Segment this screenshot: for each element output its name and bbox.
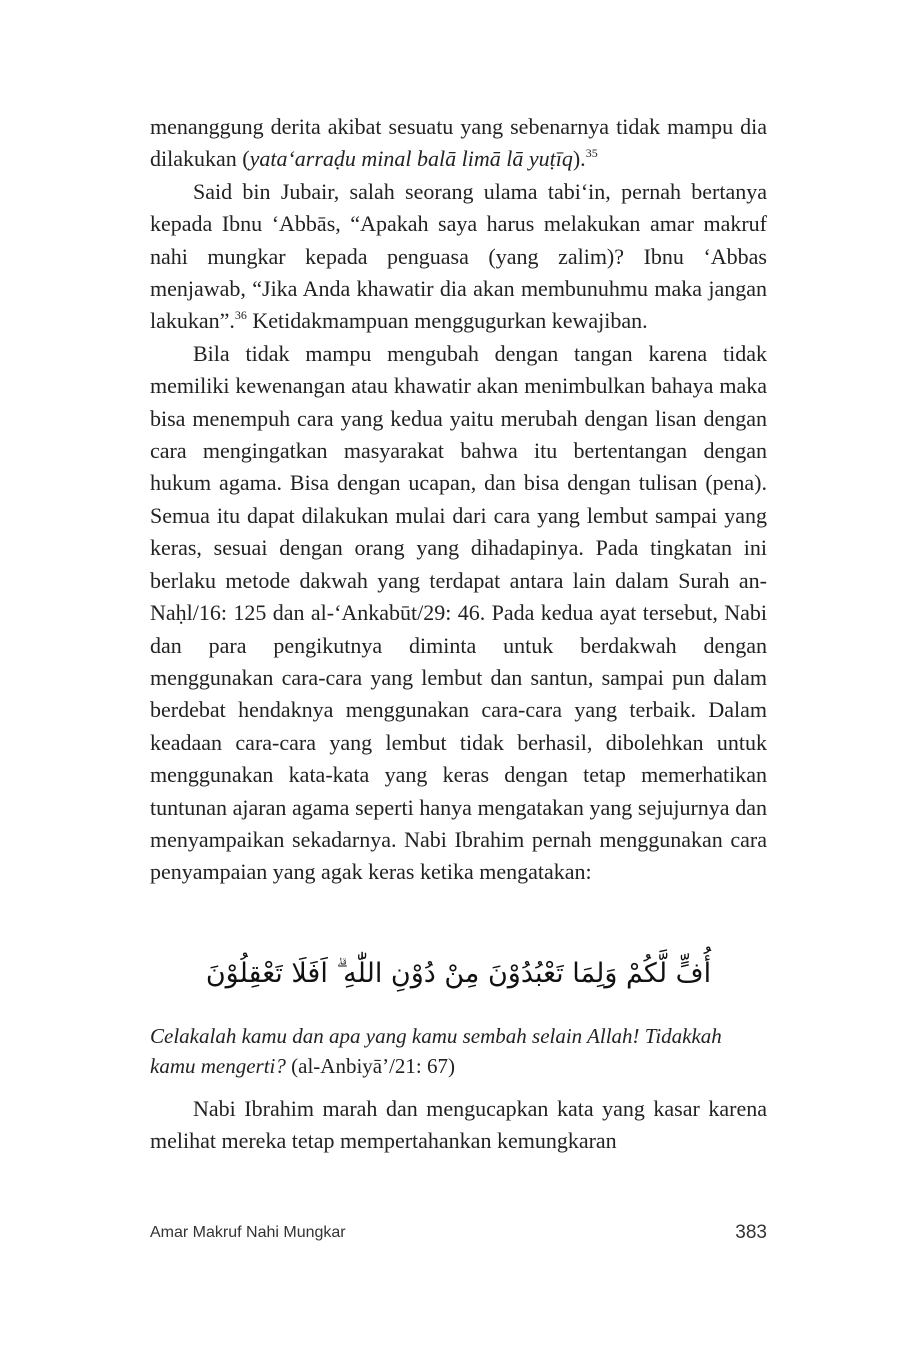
paragraph-1: menanggung derita akibat sesuatu yang sebenarnya tidak mampu dia dilakukan (yata‘arraḍu minal balā limā lā yuṭīq).$^{35}$ [150,114,767,172]
paragraph-3: Bila tidak mampu mengubah dengan tangan karena tidak memiliki kewenangan atau khawatir akan menimbulkan bahaya maka bisa menempuh cara yang kedua yaitu merubah dengan lisan dengan cara mengingatkan masyarakat bahwa itu bertentangan dengan hukum agama. Bisa dengan ucapan, dan bisa dengan tulisan (pena). Semua itu dapat dilakukan mulai dari cara yang lembut sampai yang keras, sesuai dengan orang yang dihadapinya. Pada tingkatan ini berlaku metode dakwah yang terdapat antara lain dalam Surah an-Naḥl/16: 125 dan al-‘Ankabūt/29: 46. Pada kedua ayat tersebut, Nabi dan para pengikutnya diminta untuk berdakwah dengan menggunakan cara-cara yang lembut dan santun, sampai pun dalam berdebat hendaknya menggunakan cara-cara yang terbaik. Dalam keadaan cara-cara yang lembut tidak berhasil, dibolehkan untuk menggunakan kata-kata yang keras dengan tetap memerhatikan tuntunan ajaran agama seperti hanya mengatakan yang sejujurnya dan menyampaikan sekadarnya. Nabi Ibrahim pernah menggunakan cara penyampaian yang agak keras ketika mengatakan: [150,340,767,885]
footnote-ref-35: 35 [585,146,598,161]
body-text [150,111,767,889]
verse-reference: (al-Anbiyā’/21: 67) [285,1054,456,1078]
page-number: 383 [735,1222,767,1243]
footnote-ref-36: 36 [234,308,247,323]
closing-paragraph: Nabi Ibrahim marah dan mengucapkan kata yang kasar karena melihat mereka tetap mempertahankan kemungkaran [150,1096,767,1154]
paragraph-2: Said bin Jubair, salah seorang ulama tabi‘in, pernah bertanya kepada Ibnu ‘Abbās, “Apakah saya harus melakukan amar makruf nahi mungkar kepada penguasa (yang zalim)? Ibnu ‘Abbas menjawab, “Jika Anda khawatir dia akan membunuhmu maka jangan lakukan”.$^{36}$ Ketidakmampuan menggugurkan kewajiban. [150,178,767,334]
running-footer-title: Amar Makruf Nahi Mungkar [150,1224,346,1241]
transliteration: yata‘arraḍu minal balā limā lā yuṭīq [249,146,573,172]
translation-text: Celakalah kamu dan apa yang kamu sembah selain Allah! Tidakkah kamu mengerti? [150,1024,722,1078]
verse-translation [150,1021,767,1081]
arabic-verse: أُفٍّ لَّكُمْ وَلِمَا تَعْبُدُوْنَ مِنْ دُوْنِ اللّٰهِ ۗ اَفَلَا تَعْقِلُوْنَ [205,958,712,989]
